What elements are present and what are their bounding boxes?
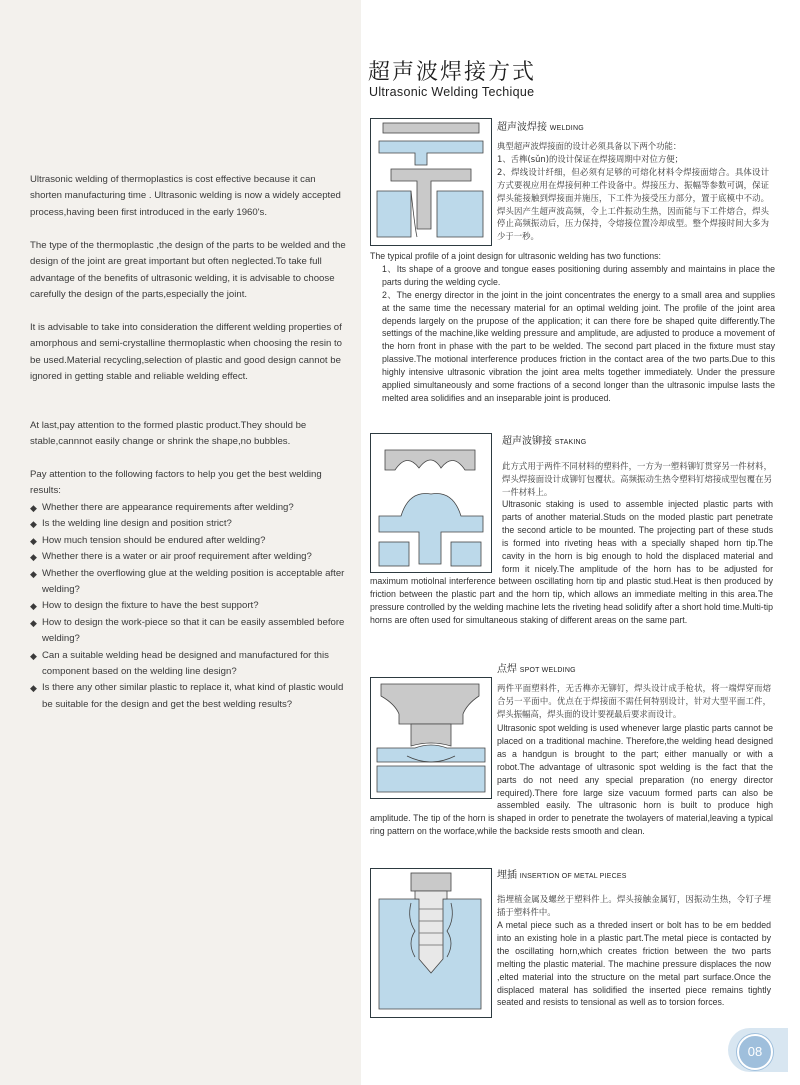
staking-section-title: 超声波铆接 STAKING bbox=[502, 436, 587, 447]
insertion-diagram bbox=[370, 868, 492, 1018]
insertion-section-title: 埋插 INSERTION OF METAL PIECES bbox=[497, 870, 627, 881]
design-paragraph: The type of the thermoplastic ,the design of the parts to be welded and the design of the joint are great important but often neglected.To take full advantage of the benefits of ultrasonic welding, it is advisable to choose carefully the design of the parts,especially the joint. bbox=[30, 240, 346, 301]
page-title-cn: 超声波焊接方式 bbox=[368, 60, 537, 85]
factor-item: ◆ Whether there are appearance requirements after welding? bbox=[30, 500, 352, 516]
factor-item: ◆ Whether the overflowing glue at the welding position is acceptable after welding? bbox=[30, 566, 352, 599]
factor-item: ◆ Is there any other similar plastic to replace it, what kind of plastic would be suitable for the design and get the best welding results? bbox=[30, 680, 352, 713]
welding-diagram bbox=[370, 118, 492, 246]
welding-section-title: 超声波焊接 WELDING bbox=[497, 122, 584, 133]
factor-item: ◆ How to design the fixture to have the best support? bbox=[30, 598, 352, 614]
factors-intro: Pay attention to the following factors to help you get the best welding results: bbox=[30, 469, 322, 497]
staking-text-en: Ultrasonic staking is used to assemble injected plastic parts with parts of another material.Studs on the moded plastic part penetrate the second article to be mounted. The projecting part of these studs is formed into riveting heas with a specially shaped horn tip.The cavity in the horn is big enough to hold the displaced material and form it nicely.The amplitude of the horn has to be adjusted for maximum motiolnal interference between oscillating horn tip and plastic stud.Heat is then produced by friction between the plastic part and the horn tip, which allows an immediate melting in this area.The pressure controlled by the welding machine lets the riveting head solidify after a short hold time.Multi-tip horns are often used for simultaneous staking of different areas on the same part. bbox=[370, 499, 773, 626]
factor-item: ◆ Is the welding line design and position strict? bbox=[30, 516, 352, 532]
factor-item: ◆ Can a suitable welding head be designed and manufactured for this component based on the welding line design? bbox=[30, 648, 352, 681]
factor-item: ◆ Whether there is a water or air proof requirement after welding? bbox=[30, 549, 352, 565]
staking-text-cn: 此方式用于两件不同材料的塑料件，一方为一塑料铆钉贯穿另一件材料，焊头焊接面设计成铆钉包覆状。高频振动生热令塑料钉熔接成型包覆在另一件材料上。 bbox=[502, 461, 772, 497]
product-paragraph: At last,pay attention to the formed plastic product.They should be stable,cannnot easily change or shrink the shape,no bubbles. bbox=[30, 420, 307, 448]
factors-list bbox=[30, 500, 352, 713]
spot-text-cn: 两件平面塑料件，无舌榫亦无铆钉，焊头设计成手枪状，将一端焊穿而熔合另一平面中。优点在于焊接面不需任何特别设计，针对大型平面工件，焊头振幅高，焊头面的设计要视最后要求而设计。 bbox=[497, 683, 771, 719]
welding-text-en: The typical profile of a joint design for ultrasonic welding has two functions: 1、Its shape of a groove and tongue eases positioning during assembly and maintains in place the parts during the welding cycle. 2、The energy director in the joint in the joint concentrates the energy to a small area and supplies at the same time the necessary material for an optimal welding joint. The profile of the joint area depends largely on the prupose of the application; it can there fore be shaped quite differently.The settings of the machine,like welding pressure and amplitude, are adjusted to produce a movement of the horn front in phase with the part to be welded. The second part placed in the fixture must stay plassive.The motional interference produces friction in the contact area of the two parts.Due to this highly intensive ultrasonic vibration the joint area melts together immediately. Under the pressure applied simultaneously and some fractions of a second longer than the ultrasonic impulse lasts the melted area solidifies and an inseparable joint is produced. bbox=[370, 251, 775, 403]
intro-paragraph: Ultrasonic welding of thermoplastics is cost effective because it can shorten manufacturing time . Ultrasonic welding is now a widely accepted process,having been first introduced in the early 1960's. bbox=[30, 174, 341, 218]
spot-section-title: 点焊 SPOT WELDING bbox=[497, 664, 576, 675]
spot-text-en: Ultrasonic spot welding is used whenever large plastic parts cannot be placed on a traditional machine. Therefore,the welding head designed as a handgun is brought to the part; either manually or with a robot.The advantage of ultrasonic spot welding is the fact that the parts do not need any special preparation (no energy director required).There fore large size vacuum formed parts can also be assembled easily. The ultrasonic horn is built to produce high amplitude. The tip of the horn is shaped in order to penetrate the twolayers of material,leaving a typical ring pattern on the worface,while the backside rests smooth and clean. bbox=[370, 723, 773, 837]
insertion-text-en: A metal piece such as a threded insert or bolt has to be em bedded into an existing hole in a plastic part.The metal piece is contacted by the oscillating horn,which creates friction between the two parts melting the plastic material. The machine pressure displaces the now ,elted material into the structure on the metal part surface.Once the displaced materal has solidified the inserted piece remains tightly seated and resists to tensional as well as to torsion forces. bbox=[497, 920, 771, 1008]
insertion-text-cn: 指埋植金属及螺丝于塑料件上。焊头接触金属钉，因振动生热，令钉子埋插于塑料件中。 bbox=[497, 894, 771, 917]
welding-text-cn: 典型超声波焊接面的设计必须具备以下两个功能： 1、舌榫(sǔn)的设计保证在焊接周期中对位方便； 2、焊线设计纤细，但必须有足够的可熔化材料令焊接面熔合。具体设计方式要视应用在焊接何种工件设备中。焊接压力、振幅等参数可调，保证焊头能接触到焊接面并施压，下工件为接受压力部分，置于底模中不动。焊头因产生超声波高频，令上工件振动生热，因而能与下工件熔合，焊头停止高频振动后，压力保持，令熔接位置冷却成型。整个焊接时间大多为少于一秒。 bbox=[497, 141, 769, 242]
page-title-en: Ultrasonic Welding Techique bbox=[369, 85, 535, 99]
material-paragraph: It is advisable to take into consideration the different welding properties of amorphous and semi-crystalline thermoplastic when choosing the resin to be used.Material recycling,selection of plastic and good design cannot be ignored in getting stable and reliable welding effect. bbox=[30, 322, 342, 383]
page-number: 08 bbox=[737, 1034, 773, 1070]
factor-item: ◆ How much tension should be endured after welding? bbox=[30, 533, 352, 549]
factor-item: ◆ How to design the work-piece so that it can be easily assembled before welding? bbox=[30, 615, 352, 648]
